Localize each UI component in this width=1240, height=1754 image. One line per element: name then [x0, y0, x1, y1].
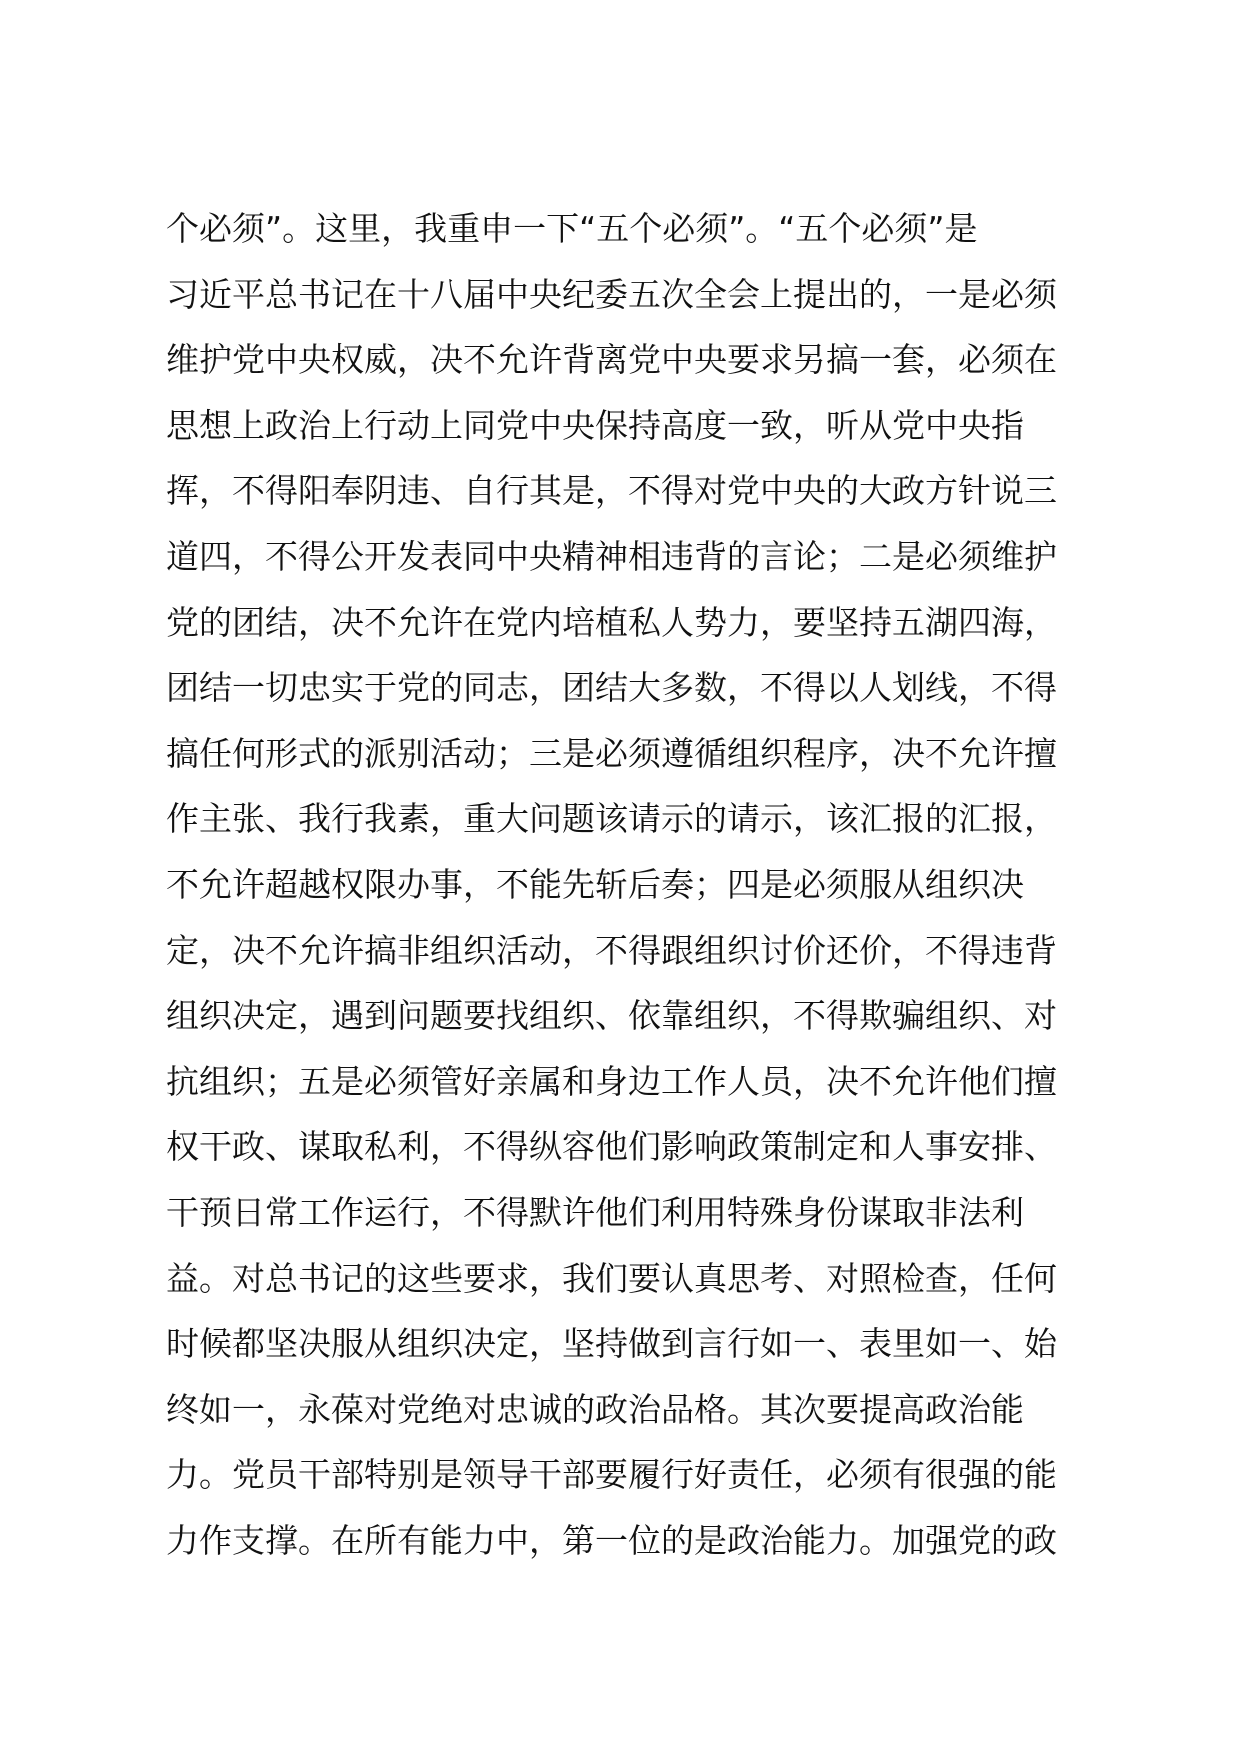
text-line: 抗组织；五是必须管好亲属和身边工作人员，决不允许他们擅 [166, 1061, 1057, 1101]
text-line: 时候都坚决服从组织决定，坚持做到言行如一、表里如一、始 [166, 1324, 1057, 1364]
text-line: 组织决定，遇到问题要找组织、依靠组织，不得欺骗组织、对 [166, 996, 1057, 1036]
text-line: 终如一，永葆对党绝对忠诚的政治品格。其次要提高政治能 [166, 1389, 1024, 1429]
text-line: 力。党员干部特别是领导干部要履行好责任，必须有很强的能 [166, 1455, 1057, 1495]
text-line: 力作支撑。在所有能力中，第一位的是政治能力。加强党的政 [166, 1520, 1057, 1560]
text-line: 权干政、谋取私利，不得纵容他们影响政策制定和人事安排、 [166, 1127, 1057, 1167]
text-line: 搞任何形式的派别活动；三是必须遵循组织程序，决不允许擅 [166, 733, 1057, 773]
body-text [166, 196, 1086, 1573]
text-line: 益。对总书记的这些要求，我们要认真思考、对照检查，任何 [166, 1258, 1057, 1298]
text-line: 定，决不允许搞非组织活动，不得跟组织讨价还价，不得违背 [166, 930, 1057, 970]
text-line: 挥，不得阳奉阴违、自行其是，不得对党中央的大政方针说三 [166, 471, 1057, 511]
text-line: 道四，不得公开发表同中央精神相违背的言论；二是必须维护 [166, 536, 1057, 576]
text-line: 党的团结，决不允许在党内培植私人势力，要坚持五湖四海， [166, 602, 1057, 642]
text-line: 个必须”。这里，我重申一下“五个必须”。“五个必须”是 [166, 209, 978, 248]
text-line: 作主张、我行我素，重大问题该请示的请示，该汇报的汇报， [166, 799, 1057, 839]
text-line: 团结一切忠实于党的同志，团结大多数，不得以人划线，不得 [166, 668, 1057, 708]
text-line: 思想上政治上行动上同党中央保持高度一致，听从党中央指 [166, 405, 1024, 445]
text-line: 习近平总书记在十八届中央纪委五次全会上提出的，一是必须 [166, 274, 1057, 314]
text-line: 维护党中央权威，决不允许背离党中央要求另搞一套，必须在 [166, 340, 1057, 380]
text-line: 不允许超越权限办事，不能先斩后奏；四是必须服从组织决 [166, 864, 1024, 904]
text-line: 干预日常工作运行，不得默许他们利用特殊身份谋取非法利 [166, 1192, 1024, 1232]
